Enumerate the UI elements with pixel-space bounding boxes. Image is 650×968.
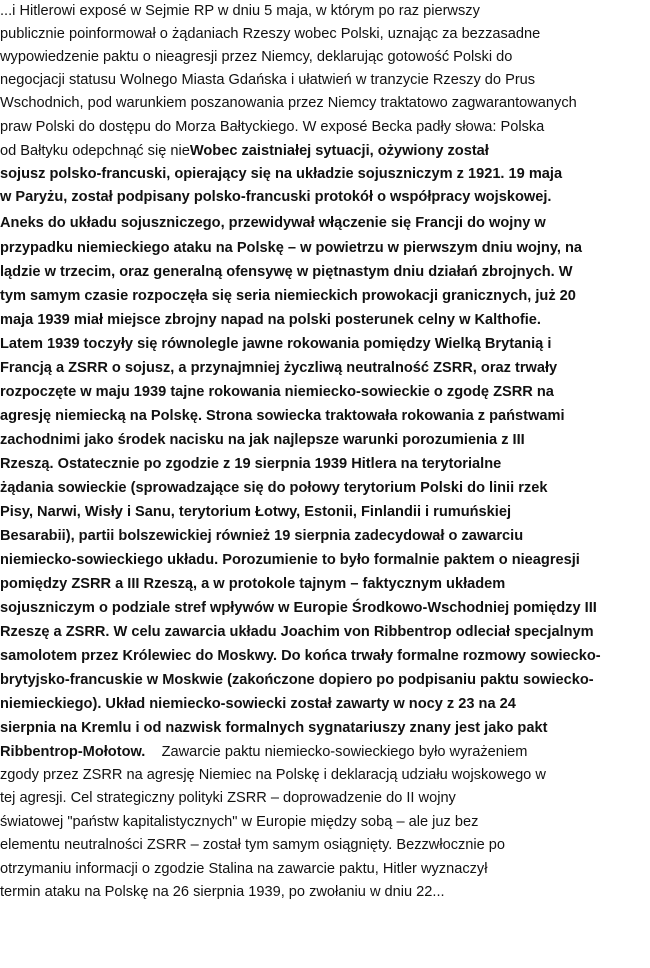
text-line: [0, 881, 445, 904]
text-line: [0, 309, 541, 332]
text-line: [0, 621, 594, 644]
text-line: [0, 116, 544, 139]
text-line: [0, 92, 577, 115]
text-run-bold: Pisy, Narwi, Wisły i Sanu, terytorium Łotwy, Estonii, Finlandii i rumuńskiej: [0, 504, 512, 520]
text-line: [0, 501, 511, 524]
text-run-bold: Francją a ZSRR o sojusz, a przynajmniej życzliwą neutralność ZSRR, oraz trwały: [0, 360, 558, 376]
text-run-bold: niemiecko-sowieckiego układu. Porozumienie to było formalnie paktem o nieagresji: [0, 552, 580, 568]
text-line: [0, 237, 582, 260]
text-line: [0, 405, 565, 428]
text-line: [0, 858, 487, 881]
text-line: [0, 717, 547, 740]
text-run-bold: niemieckiego). Układ niemiecko-sowiecki został zawarty w nocy z 23 na 24: [0, 696, 516, 712]
text-run: otrzymaniu informacji o zgodzie Stalina na zawarcie paktu, Hitler wyznaczył: [0, 861, 488, 877]
text-run-bold: żądania sowieckie (sprowadzające się do połowy terytorium Polski do linii rzek: [0, 480, 548, 496]
text-run-bold: rozpoczęte w maju 1939 tajne rokowania niemiecko-sowieckie o zgodę ZSRR na: [0, 384, 554, 400]
text-line: [0, 453, 501, 476]
text-line: [0, 477, 547, 500]
text-line: [0, 285, 576, 308]
text-line: [0, 834, 505, 857]
text-run-bold: sierpnia na Kremlu i od nazwisk formalnych sygnatariuszy znany jest jako pakt: [0, 720, 548, 736]
text-run-bold: agresję niemiecką na Polskę. Strona sowiecka traktowała rokowania z państwami: [0, 408, 565, 424]
text-run-bold: pomiędzy ZSRR a III Rzeszą, a w protokole tajnym – faktycznym układem: [0, 576, 506, 592]
text-run: zgody przez ZSRR na agresję Niemiec na Polskę i deklaracją udziału wojskowego w: [0, 767, 546, 783]
text-run: termin ataku na Polskę na 26 sierpnia 1939, po zwołaniu w dniu 22...: [0, 884, 445, 900]
text-run: praw Polski do dostępu do Morza Bałtyckiego. W exposé Becka padły słowa: Polska: [0, 119, 545, 135]
text-run-bold: przypadku niemieckiego ataku na Polskę – w powietrzu w pierwszym dniu wojny, na: [0, 240, 583, 256]
text-line: [0, 787, 456, 810]
text-line: [0, 0, 480, 23]
text-run-bold: maja 1939 miał miejsce zbrojny napad na polski posterunek celny w Kalthofie.: [0, 312, 541, 328]
text-run-bold: lądzie w trzecim, oraz generalną ofensywę w piętnastym dniu działań zbrojnych. W: [0, 264, 573, 280]
text-line: [0, 333, 551, 356]
text-line: [0, 645, 601, 668]
text-line: [0, 525, 523, 548]
text-run-bold: Rzeszę a ZSRR. W celu zawarcia układu Joachim von Ribbentrop odleciał specjalnym: [0, 624, 594, 640]
text-run-bold: Besarabii), partii bolszewickiej również 19 sierpnia zadecydował o zawarciu: [0, 528, 524, 544]
text-line: [0, 429, 525, 452]
text-line: [0, 69, 535, 92]
text-run-bold: Latem 1939 toczyły się równolegle jawne rokowania pomiędzy Wielką Brytanią i: [0, 336, 552, 352]
text-line: [0, 597, 597, 620]
text-line: [0, 669, 594, 692]
text-run: ...i Hitlerowi exposé w Sejmie RP w dniu 5 maja, w którym po raz pierwszy: [0, 3, 480, 19]
text-run: Zawarcie paktu niemiecko-sowieckiego było wyrażeniem: [145, 744, 528, 760]
text-run: Wschodnich, pod warunkiem poszanowania przez Niemcy traktatowo zagwarantowanych: [0, 95, 577, 111]
text-run: elementu neutralności ZSRR – został tym samym osiągnięty. Bezzwłocznie po: [0, 837, 506, 853]
text-run: od Bałtyku odepchnąć się nie: [0, 143, 190, 159]
text-line: [0, 357, 557, 380]
text-line: [0, 212, 546, 235]
text-line: [0, 741, 527, 764]
text-run-bold: Ribbentrop-Mołotow.: [0, 744, 146, 760]
text-run: publicznie poinformował o żądaniach Rzeszy wobec Polski, uznając za bezzasadne: [0, 26, 541, 42]
text-run-bold: Wobec zaistniałej sytuacji, ożywiony został: [189, 143, 489, 159]
text-run-bold: w Paryżu, został podpisany polsko-francuski protokół o współpracy wojskowej.: [0, 189, 552, 205]
text-run: tej agresji. Cel strategiczny polityki ZSRR – doprowadzenie do II wojny: [0, 790, 456, 806]
text-line: [0, 163, 562, 186]
text-line: [0, 811, 478, 834]
text-run: wypowiedzenie paktu o nieagresji przez Niemcy, deklarując gotowość Polski do: [0, 49, 513, 65]
text-run-bold: brytyjsko-francuskie w Moskwie (zakończone dopiero po podpisaniu paktu sowiecko-: [0, 672, 594, 688]
text-run-bold: tym samym czasie rozpoczęła się seria niemieckich prowokacji granicznych, już 20: [0, 288, 576, 304]
text-run-bold: zachodnimi jako środek nacisku na jak najlepsze warunki porozumienia z III: [0, 432, 525, 448]
text-run-bold: Aneks do układu sojuszniczego, przewidywał włączenie się Francji do wojny w: [0, 215, 546, 231]
text-run: światowej "państw kapitalistycznych" w Europie między sobą – ale juz bez: [0, 814, 479, 830]
text-line: [0, 186, 551, 209]
text-line: [0, 693, 516, 716]
text-line: [0, 764, 546, 787]
text-line: [0, 573, 505, 596]
text-run-bold: sojuszniczym o podziale stref wpływów w Europie Środkowo-Wschodniej pomiędzy III: [0, 600, 597, 616]
text-run-bold: sojusz polsko-francuski, opierający się na układzie sojuszniczym z 1921. 19 maja: [0, 166, 563, 182]
text-line: [0, 261, 573, 284]
text-line: [0, 140, 489, 163]
text-run-bold: samolotem przez Królewiec do Moskwy. Do końca trwały formalne rozmowy sowiecko-: [0, 648, 601, 664]
text-run: negocjacji statusu Wolnego Miasta Gdańska i ułatwień w tranzycie Rzeszy do Prus: [0, 72, 536, 88]
text-run-bold: Rzeszą. Ostatecznie po zgodzie z 19 sierpnia 1939 Hitlera na terytorialne: [0, 456, 502, 472]
text-line: [0, 549, 580, 572]
text-line: [0, 381, 554, 404]
text-line: [0, 23, 540, 46]
text-line: [0, 46, 512, 69]
